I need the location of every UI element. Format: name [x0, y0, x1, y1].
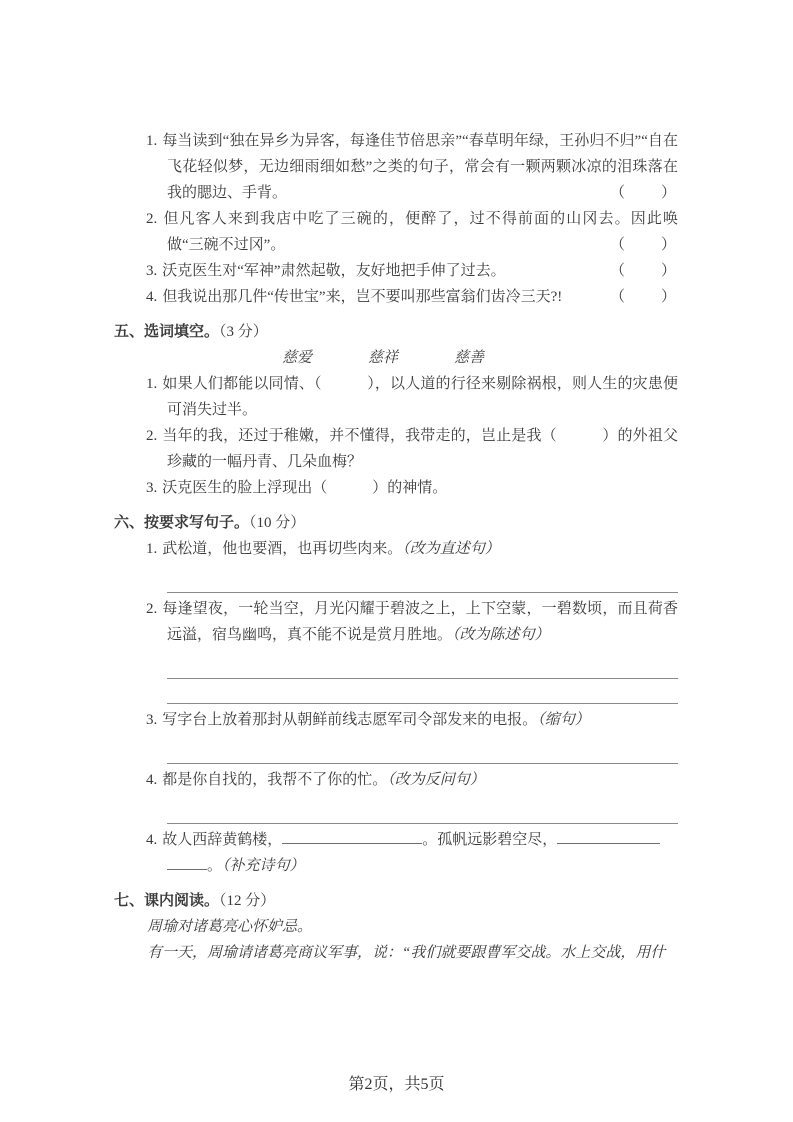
sentence-item-3 [114, 707, 678, 733]
item-instruction: （改为反问句） [387, 772, 485, 788]
answer-bracket: （ ） [609, 289, 678, 305]
item-number: 4. [146, 289, 158, 305]
item-instruction: （改为直述句） [402, 541, 500, 557]
item-number: 4. [146, 772, 158, 788]
reading-passage-paragraph-2: 有一天，周瑜请诸葛亮商议军事，说：“我们就要跟曹军交战。水上交战，用什 [147, 945, 666, 961]
fill-item-3 [114, 475, 678, 501]
answer-line [167, 562, 678, 593]
section-7-title: 七、课内阅读。 [114, 892, 220, 909]
item-number: 3. [146, 480, 158, 496]
item-text: 当年的我，还过于稚嫩，并不懂得，我带走的，岂止是我（ ）的外祖父珍藏的一幅丹青、几朵血梅？ [162, 428, 678, 470]
item-text: 如果人们都能以同情、（ ），以人道的行径来剔除祸根，则人生的灾患便可消失过半。 [162, 376, 678, 418]
fill-item-2 [114, 423, 678, 475]
answer-line [167, 648, 678, 679]
answer-blank [557, 828, 660, 844]
section-5-title: 五、选词填空。 [114, 323, 220, 340]
judge-item-2 [114, 206, 678, 258]
reading-passage-paragraph-1: 周瑜对诸葛亮心怀妒忌。 [147, 919, 313, 935]
word-bank [114, 345, 678, 371]
answer-bracket: （ ） [609, 185, 678, 201]
answer-blank [282, 828, 422, 844]
item-number: 3. [146, 712, 158, 728]
answer-line [167, 679, 678, 704]
sentence-item-4 [114, 767, 678, 793]
section-5-heading [114, 319, 678, 345]
item-number: 3. [146, 263, 158, 279]
poem-text-3: 。 [207, 858, 223, 874]
page-content [114, 128, 678, 966]
poem-text-1: 故人西辞黄鹤楼， [162, 832, 283, 848]
item-instruction: （缩句） [537, 712, 590, 728]
section-7-points: （12 分） [219, 893, 276, 909]
answer-bracket: （ ） [609, 237, 678, 253]
section-6-heading [114, 510, 678, 536]
poem-line-1 [146, 827, 678, 853]
poem-text-2: 。孤帆远影碧空尽， [422, 832, 558, 848]
item-text: 武松道，他也要酒，也再切些肉来。 [162, 541, 403, 557]
fill-item-1 [114, 371, 678, 423]
section-6-points: （10 分） [249, 515, 306, 531]
item-text: 都是你自找的，我帮不了你的忙。 [162, 772, 388, 788]
poem-completion-item [114, 827, 678, 879]
sentence-item-2 [114, 596, 678, 648]
poem-line-2 [167, 853, 678, 879]
answer-blank [167, 854, 207, 870]
item-text: 但凡客人来到我店中吃了三碗的，便醉了，过不得前面的山冈去。因此唤做“三碗不过冈”。 [162, 211, 678, 253]
sentence-item-1 [114, 536, 678, 562]
section-7-heading [114, 888, 678, 914]
item-instruction: （改为陈述句） [452, 627, 550, 643]
item-number: 2. [146, 428, 158, 444]
word-option-3: 慈善 [454, 350, 485, 366]
item-number: 1. [146, 541, 158, 557]
item-number: 1. [146, 133, 158, 149]
page-footer: 第2页，共5页 [348, 1076, 445, 1093]
item-number: 1. [146, 376, 158, 392]
item-text: 每逢望夜，一轮当空，月光闪耀于碧波之上，上下空蒙，一碧数顷，而且荷香远溢，宿鸟幽鸣，真不能不说是赏月胜地。 [162, 601, 678, 643]
item-instruction: （补充诗句） [222, 858, 305, 874]
item-number: 2. [146, 601, 158, 617]
answer-line [167, 733, 678, 764]
item-text: 沃克医生对“军神”肃然起敬，友好地把手伸了过去。 [162, 263, 506, 279]
word-option-1: 慈爱 [282, 350, 313, 366]
item-text: 每当读到“独在异乡为异客，每逢佳节倍思亲”“春草明年绿，王孙归不归”“自在飞花轻似梦，无边细雨细如愁”之类的句子，常会有一颗两颗冰凉的泪珠落在我的腮边、手背。 [162, 133, 678, 201]
item-text: 但我说出那几件“传世宝”来，岂不要叫那些富翁们齿冷三天?! [162, 289, 563, 305]
word-option-2: 慈祥 [368, 350, 399, 366]
section-6-title: 六、按要求写句子。 [114, 514, 250, 531]
answer-bracket: （ ） [609, 263, 678, 279]
section-5-points: （3 分） [219, 324, 268, 340]
item-number: 4. [146, 832, 158, 848]
item-text: 写字台上放着那封从朝鲜前线志愿军司令部发来的电报。 [162, 712, 538, 728]
judge-item-3 [114, 258, 678, 284]
judge-item-4 [114, 284, 678, 310]
item-number: 2. [146, 211, 158, 227]
item-text: 沃克医生的脸上浮现出（ ）的神情。 [162, 480, 448, 496]
answer-line [167, 793, 678, 824]
judge-item-1 [114, 128, 678, 206]
